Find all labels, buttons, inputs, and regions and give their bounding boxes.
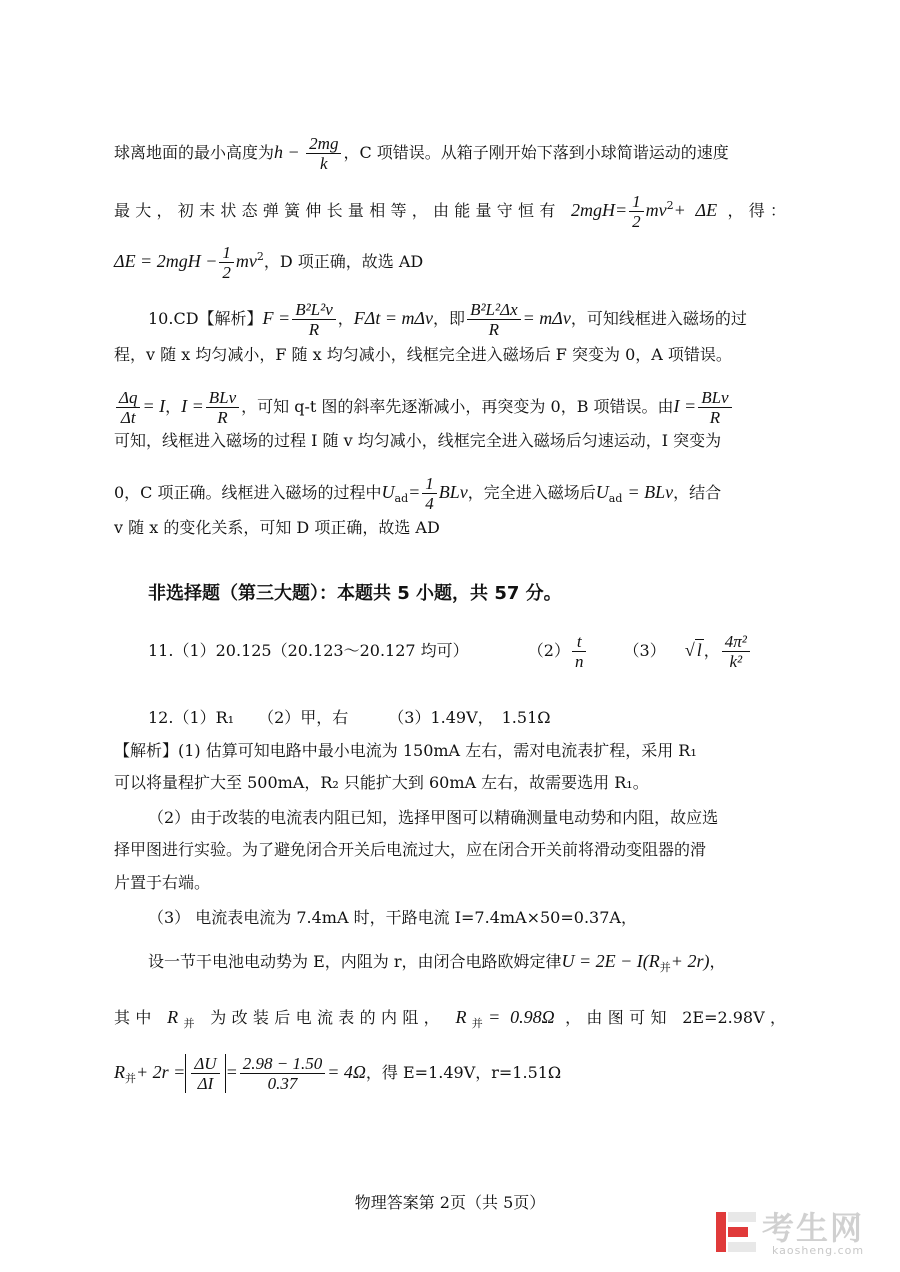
math: I =	[181, 396, 204, 416]
math: I =	[673, 396, 697, 416]
fraction: $\frac{\text{4π²}}{\text{k²}}$	[722, 632, 750, 671]
sqrt: √ l	[684, 640, 702, 660]
text: 设一节干电池电动势为 E，内阻为 r，由闭合电路欧姆定律	[148, 952, 562, 971]
math: F =	[262, 308, 291, 328]
q10-line-2: 程，v 随 x 均匀减小，F 随 x 均匀减小，线框完全进入磁场后 F 突变为 0，A 项错误。	[114, 345, 732, 364]
watermark-logo	[714, 1208, 890, 1260]
fraction: $\frac{t}{n}$	[572, 632, 587, 671]
text: ，C 项错误。从箱子刚开始下落到小球简谐运动的速度	[343, 143, 729, 162]
q9-line-3: ΔE = 2mgH − $\frac{1}{2}$ $mv^2$，D 项正确，故选 AD	[114, 243, 424, 282]
math: = 0.98Ω	[488, 1007, 555, 1027]
math: = mΔv	[522, 308, 571, 328]
q12-analysis-3d: $R_并+ 2r$ = $\frac{\Delta U}{\Delta I}$ = $\frac{2.98 - 1.50}{0.37}$ = 4Ω，得 E=1.49V，r=1.51Ω	[114, 1054, 562, 1093]
fraction: $\frac{\Delta q}{\Delta t}$	[116, 388, 140, 427]
math: FΔt = mΔv	[353, 308, 434, 328]
math: U = 2E − I(R	[561, 951, 660, 971]
q10-line-4: 可知，线框进入磁场的过程 I 随 v 均匀减小，线框完全进入磁场后匀速运动，I 突变为	[114, 431, 722, 450]
math: = BLv	[627, 482, 674, 502]
q12-analysis-3c: 其中 $R_并$ 为改装后电流表的内阻， $R_并= 0.98\Omega$ ，由图可知 2E=2.98V，	[114, 1007, 786, 1030]
math: + 2r =	[136, 1062, 186, 1082]
q12-analysis-1a: 【解析】(1) 估算可知电路中最小电流为 150mA 左右，需对电流表扩程，采用 R₁	[114, 741, 697, 760]
fraction: $\frac{\text{BLv}}{R}$	[206, 388, 239, 427]
absolute-value: $\frac{\Delta U}{\Delta I}$	[185, 1054, 225, 1093]
math: U	[381, 482, 395, 502]
text: ，完全进入磁场后	[467, 483, 596, 502]
q10-line-3: $\frac{\Delta q}{\Delta t}$ = I，I = $\frac{\text{BLv}}{R}$ ，可知 q-t 图的斜率先逐渐减小，再突变为 0，B 项错误。由I = $\frac{\text{BLv}}{R}$	[114, 388, 786, 427]
fraction: $\frac{\text{B²L²Δx}}{R}$	[467, 300, 521, 339]
math: h	[274, 142, 284, 162]
q10-line-1: 10.CD【解析】F = $\frac{\text{B²L²v}}{R}$ ，FΔt = mΔv，即 $\frac{\text{B²L²Δx}}{R}$ = mΔv，可知线框进入磁场的过	[148, 300, 747, 339]
q11-line: 11.（1）20.125（20.123～20.127 均可） （2） $\frac{t}{n}$ （3） √ l ， $\frac{\text{4π²}}{\text{k²}}$	[148, 632, 786, 671]
math: + ΔE	[673, 200, 718, 220]
logo-mark-icon	[714, 1208, 758, 1256]
q10-line-5: 0，C 项正确。线框进入磁场的过程中$U_{ad}=$ $\frac{1}{4}$ BLv，完全进入磁场后$U_{ad}$ = BLv，结合	[114, 474, 722, 513]
text: 11.（1）20.125（20.123～20.127 均可）	[148, 641, 469, 660]
math: = I	[142, 396, 166, 416]
text: 球离地面的最小高度为	[114, 143, 275, 162]
watermark-subtext: kaosheng.com	[772, 1244, 865, 1257]
text: 最大，初末状态弹簧伸长量相等，由能量守恒有	[114, 201, 561, 220]
fraction: $\frac{\text{B²L²v}}{R}$	[292, 300, 336, 339]
math: = 4Ω	[327, 1062, 366, 1082]
text: ，可知线框进入磁场的过	[570, 309, 747, 328]
q12-analysis-1b: 可以将量程扩大至 500mA，R₂ 只能扩大到 60mA 左右，故需要选用 R₁。	[114, 773, 649, 792]
math: 2mgH	[570, 200, 615, 220]
q12-analysis-3a: （3） 电流表电流为 7.4mA 时，干路电流 I=7.4mA×50=0.37A，	[148, 908, 637, 927]
q10-label: 10.CD【解析】	[148, 309, 263, 328]
section-heading: 非选择题（第三大题）：本题共 5 小题，共 57 分。	[148, 583, 562, 604]
math: R	[167, 1007, 179, 1027]
fraction: $\frac{2mg}{k}$	[306, 134, 341, 173]
math: ΔE = 2mgH −	[114, 251, 218, 271]
math: R	[114, 1062, 125, 1082]
fraction: $\frac{1}{2}$	[219, 243, 234, 282]
q12-analysis-2b: 择甲图进行实验。为了避免闭合开关后电流过大，应在闭合开关前将滑动变阻器的滑	[114, 840, 707, 859]
fraction: $\frac{1}{4}$	[422, 474, 437, 513]
fraction: $\frac{1}{2}$	[629, 192, 644, 231]
q10-line-6: v 随 x 的变化关系，可知 D 项正确，故选 AD	[114, 518, 440, 537]
page-footer: 物理答案第 2页（共 5页）	[354, 1193, 546, 1212]
q12-analysis-2c: 片置于右端。	[114, 873, 211, 892]
q12-answers: 12.（1）R₁ （2）甲，右 （3）1.49V， 1.51Ω	[148, 708, 551, 727]
math: R	[455, 1007, 467, 1027]
math: mv	[645, 200, 667, 220]
q9-line-1: 球离地面的最小高度为h − $\frac{2mg}{k}$ ，C 项错误。从箱子刚开始下落到小球简谐运动的速度	[114, 134, 729, 173]
text: ，结合	[673, 483, 722, 502]
q9-line-2: 最大，初末状态弹簧伸长量相等，由能量守恒有 2mgH= $\frac{1}{2}$ $mv^2+ \Delta E$ ，得：	[114, 192, 786, 231]
watermark-text: 考生网	[762, 1209, 865, 1247]
math: mv	[235, 251, 257, 271]
text: ，得：	[727, 201, 786, 220]
math: U	[595, 482, 609, 502]
text: ，可知 q-t 图的斜率先逐渐减小，再突变为 0，B 项错误。由	[241, 397, 674, 416]
q12-analysis-2a: （2）由于改装的电流表内阻已知，选择甲图可以精确测量电动势和内阻，故应选	[148, 808, 719, 827]
math: + 2r)	[670, 951, 710, 971]
text: 0，C 项正确。线框进入磁场的过程中	[114, 483, 382, 502]
fraction: $\frac{2.98 - 1.50}{0.37}$	[240, 1054, 325, 1093]
q12-analysis-3b: 设一节干电池电动势为 E，内阻为 r，由闭合电路欧姆定律$U = 2E - I(R_并+ 2r)$，	[148, 951, 726, 974]
text: ，得 E=1.49V，r=1.51Ω	[365, 1063, 562, 1082]
fraction: $\frac{\text{BLv}}{R}$	[698, 388, 731, 427]
text: ，D 项正确，故选 AD	[263, 252, 424, 271]
math: BLv	[438, 482, 468, 502]
